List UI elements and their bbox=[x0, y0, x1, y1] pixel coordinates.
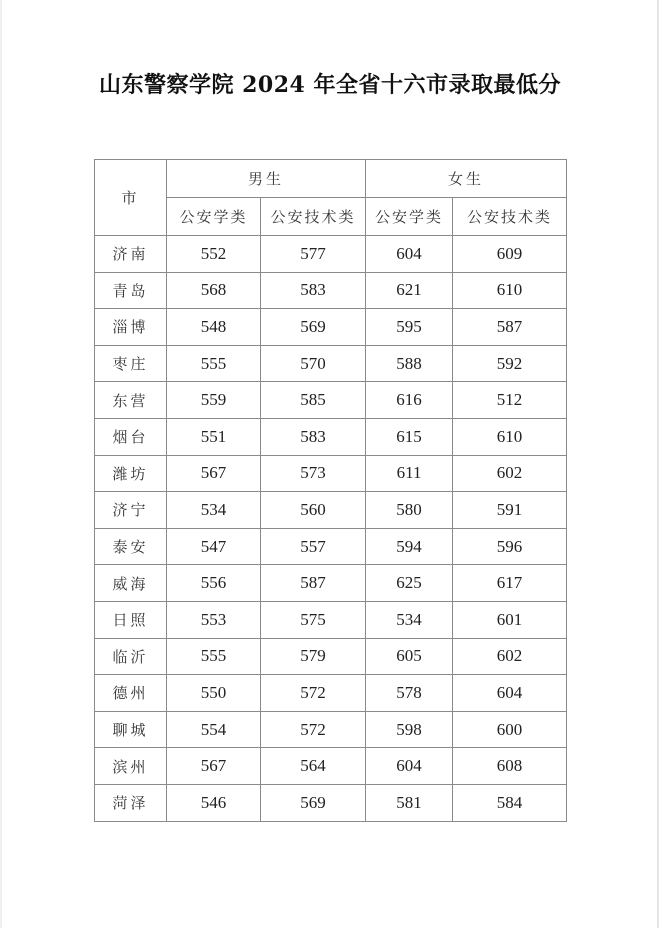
male-public-security-technology-score: 573 bbox=[261, 455, 366, 492]
page-edge-left bbox=[0, 0, 2, 928]
male-public-security-studies-score: 551 bbox=[167, 418, 261, 455]
table-row bbox=[95, 711, 567, 748]
table-row bbox=[95, 455, 567, 492]
female-public-security-studies-score: 534 bbox=[366, 601, 453, 638]
female-public-security-studies-score: 604 bbox=[366, 236, 453, 273]
female-public-security-studies-score: 611 bbox=[366, 455, 453, 492]
male-public-security-studies-score: 547 bbox=[167, 528, 261, 565]
table-row bbox=[95, 601, 567, 638]
city-cell: 淄博 bbox=[95, 309, 167, 346]
female-public-security-studies-score: 588 bbox=[366, 345, 453, 382]
female-public-security-studies-score: 621 bbox=[366, 272, 453, 309]
female-public-security-studies-score: 625 bbox=[366, 565, 453, 602]
table-row bbox=[95, 528, 567, 565]
city-cell: 临沂 bbox=[95, 638, 167, 675]
table-row bbox=[95, 345, 567, 382]
table-row bbox=[95, 418, 567, 455]
female-public-security-technology-score: 584 bbox=[453, 784, 567, 821]
male-public-security-technology-score: 564 bbox=[261, 748, 366, 785]
male-public-security-technology-header: 公安技术类 bbox=[261, 198, 366, 236]
female-public-security-technology-score: 587 bbox=[453, 309, 567, 346]
admission-scores-table bbox=[94, 159, 567, 822]
male-public-security-studies-score: 555 bbox=[167, 638, 261, 675]
female-public-security-technology-score: 512 bbox=[453, 382, 567, 419]
male-public-security-studies-score: 546 bbox=[167, 784, 261, 821]
city-cell: 东营 bbox=[95, 382, 167, 419]
table-row bbox=[95, 309, 567, 346]
male-public-security-studies-header: 公安学类 bbox=[167, 198, 261, 236]
male-public-security-technology-score: 585 bbox=[261, 382, 366, 419]
male-public-security-studies-score: 552 bbox=[167, 236, 261, 273]
city-cell: 青岛 bbox=[95, 272, 167, 309]
male-public-security-studies-score: 553 bbox=[167, 601, 261, 638]
table-row bbox=[95, 638, 567, 675]
male-public-security-studies-score: 534 bbox=[167, 492, 261, 529]
city-cell: 日照 bbox=[95, 601, 167, 638]
female-public-security-technology-score: 610 bbox=[453, 272, 567, 309]
city-cell: 聊城 bbox=[95, 711, 167, 748]
female-public-security-technology-score: 610 bbox=[453, 418, 567, 455]
female-public-security-technology-score: 617 bbox=[453, 565, 567, 602]
city-cell: 潍坊 bbox=[95, 455, 167, 492]
city-cell: 德州 bbox=[95, 675, 167, 712]
table-row bbox=[95, 236, 567, 273]
male-public-security-studies-score: 559 bbox=[167, 382, 261, 419]
female-public-security-technology-score: 602 bbox=[453, 638, 567, 675]
table-row bbox=[95, 492, 567, 529]
female-public-security-technology-score: 591 bbox=[453, 492, 567, 529]
table-row bbox=[95, 382, 567, 419]
female-public-security-technology-score: 602 bbox=[453, 455, 567, 492]
female-public-security-studies-score: 580 bbox=[366, 492, 453, 529]
male-public-security-technology-score: 583 bbox=[261, 272, 366, 309]
male-public-security-studies-score: 548 bbox=[167, 309, 261, 346]
female-public-security-studies-score: 595 bbox=[366, 309, 453, 346]
male-public-security-studies-score: 554 bbox=[167, 711, 261, 748]
city-cell: 菏泽 bbox=[95, 784, 167, 821]
male-public-security-studies-score: 556 bbox=[167, 565, 261, 602]
male-public-security-studies-score: 555 bbox=[167, 345, 261, 382]
male-public-security-technology-score: 583 bbox=[261, 418, 366, 455]
female-public-security-studies-header: 公安学类 bbox=[366, 198, 453, 236]
male-public-security-technology-score: 569 bbox=[261, 309, 366, 346]
city-cell: 滨州 bbox=[95, 748, 167, 785]
city-cell: 济南 bbox=[95, 236, 167, 273]
female-public-security-technology-score: 601 bbox=[453, 601, 567, 638]
city-cell: 枣庄 bbox=[95, 345, 167, 382]
male-public-security-studies-score: 568 bbox=[167, 272, 261, 309]
document-title: 山东警察学院 2024 年全省十六市录取最低分 bbox=[98, 72, 562, 98]
male-public-security-technology-score: 572 bbox=[261, 675, 366, 712]
table-row bbox=[95, 272, 567, 309]
male-public-security-technology-score: 575 bbox=[261, 601, 366, 638]
female-public-security-technology-score: 604 bbox=[453, 675, 567, 712]
male-public-security-technology-score: 577 bbox=[261, 236, 366, 273]
male-public-security-technology-score: 560 bbox=[261, 492, 366, 529]
page-edge-right bbox=[657, 0, 659, 928]
male-public-security-technology-score: 579 bbox=[261, 638, 366, 675]
male-public-security-technology-score: 569 bbox=[261, 784, 366, 821]
city-column-header: 市 bbox=[95, 160, 167, 236]
city-cell: 泰安 bbox=[95, 528, 167, 565]
female-public-security-technology-score: 600 bbox=[453, 711, 567, 748]
male-public-security-studies-score: 567 bbox=[167, 455, 261, 492]
city-cell: 济宁 bbox=[95, 492, 167, 529]
female-public-security-studies-score: 598 bbox=[366, 711, 453, 748]
table-body bbox=[95, 236, 567, 822]
female-public-security-studies-score: 594 bbox=[366, 528, 453, 565]
female-public-security-technology-score: 608 bbox=[453, 748, 567, 785]
female-public-security-studies-score: 604 bbox=[366, 748, 453, 785]
city-cell: 威海 bbox=[95, 565, 167, 602]
female-public-security-studies-score: 578 bbox=[366, 675, 453, 712]
male-public-security-technology-score: 587 bbox=[261, 565, 366, 602]
female-public-security-studies-score: 616 bbox=[366, 382, 453, 419]
table-row bbox=[95, 675, 567, 712]
table-row bbox=[95, 784, 567, 821]
female-group-header: 女生 bbox=[366, 160, 567, 198]
male-public-security-technology-score: 557 bbox=[261, 528, 366, 565]
table-row bbox=[95, 748, 567, 785]
female-public-security-technology-header: 公安技术类 bbox=[453, 198, 567, 236]
male-public-security-technology-score: 572 bbox=[261, 711, 366, 748]
city-cell: 烟台 bbox=[95, 418, 167, 455]
male-group-header: 男生 bbox=[167, 160, 366, 198]
female-public-security-technology-score: 592 bbox=[453, 345, 567, 382]
female-public-security-studies-score: 605 bbox=[366, 638, 453, 675]
female-public-security-technology-score: 609 bbox=[453, 236, 567, 273]
male-public-security-studies-score: 550 bbox=[167, 675, 261, 712]
male-public-security-studies-score: 567 bbox=[167, 748, 261, 785]
female-public-security-studies-score: 581 bbox=[366, 784, 453, 821]
table-row bbox=[95, 565, 567, 602]
female-public-security-technology-score: 596 bbox=[453, 528, 567, 565]
male-public-security-technology-score: 570 bbox=[261, 345, 366, 382]
header-row-groups bbox=[95, 160, 567, 198]
female-public-security-studies-score: 615 bbox=[366, 418, 453, 455]
